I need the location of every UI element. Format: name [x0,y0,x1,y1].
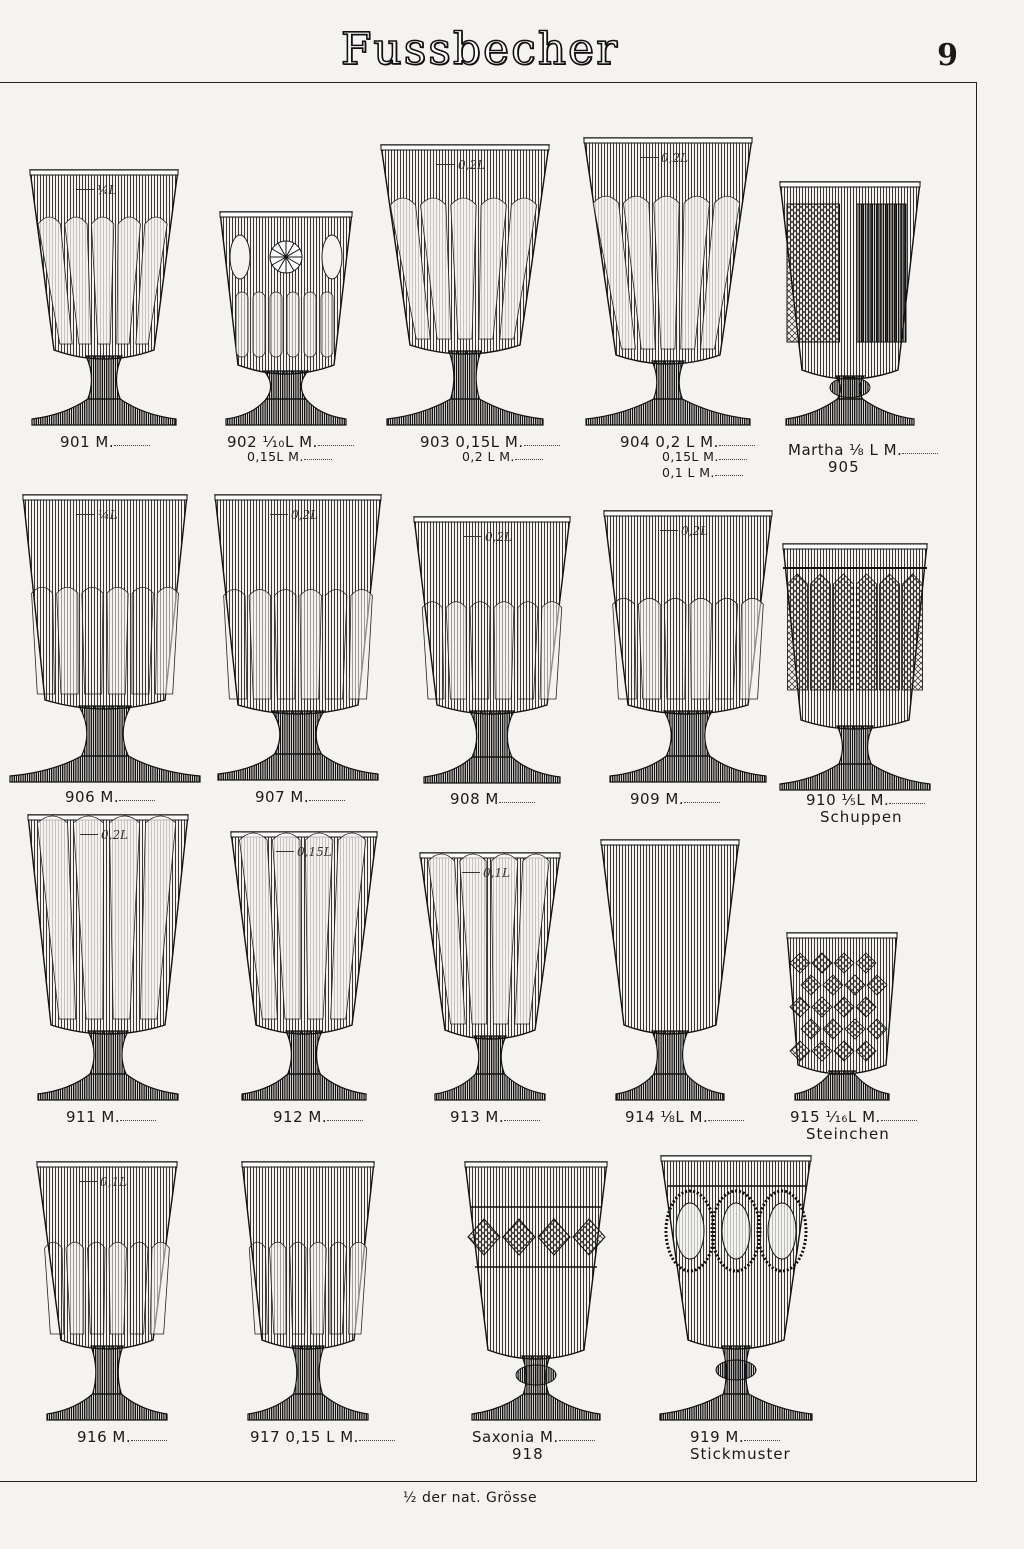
glass-label: 912 M. [273,1110,363,1125]
capacity-mark: 0,2L [640,152,688,164]
glass-label: 915 ¹⁄₁₆L M. [790,1110,917,1125]
glass-label: 916 M. [77,1430,167,1445]
glass-label: 911 M. [66,1110,156,1125]
page-number: 9 [937,38,958,73]
glass-label: 914 ⅛L M. [625,1110,744,1125]
glass-label: 908 M [450,792,535,807]
glass-label: 904 0,2 L M. [620,435,755,450]
glass-label: Martha ⅛ L M. [788,443,938,458]
glass-sublabel: 0,2 L M. [462,451,543,464]
glass-label: 909 M. [630,792,720,807]
scale-note: ½ der nat. Grösse [402,1490,538,1506]
capacity-mark: 0,2L [437,159,485,171]
capacity-mark: 0,2L [464,531,512,543]
glass-label: 906 M. [65,790,155,805]
glass-name: 905 [828,458,860,476]
glass-sublabel: 0,1 L M. [662,467,743,480]
glass-label: 903 0,15L M. [420,435,560,450]
capacity-mark: 0,2L [270,509,318,521]
glass-name: Steinchen [806,1125,890,1143]
glass-name: Schuppen [820,808,903,826]
capacity-mark: ¼L [77,509,118,521]
glass-label: 902 ¹⁄₁₀L M. [227,435,354,450]
glass-label: 910 ⅕L M. [806,793,925,808]
glass-name: Stickmuster [690,1445,791,1463]
capacity-mark: 0,1L [79,1176,127,1188]
capacity-mark: 0,2L [660,525,708,537]
glass-name: 918 [512,1445,544,1463]
glass-label: 919 M. [690,1430,780,1445]
glass-label: 901 M. [60,435,150,450]
capacity-mark: ¼L [76,184,117,196]
capacity-mark: 0,1L [462,867,510,879]
capacity-mark: 0,15L [276,846,332,858]
glass-sublabel: 0,15L M. [247,451,332,464]
glass-sublabel: 0,15L M. [662,451,747,464]
capacity-mark: 0,2L [80,829,128,841]
glass-label: 907 M. [255,790,345,805]
glass-label: 917 0,15 L M. [250,1430,395,1445]
glass-label: Saxonia M. [472,1430,595,1445]
page-title: Fussbecher [340,24,620,75]
glass-label: 913 M. [450,1110,540,1125]
